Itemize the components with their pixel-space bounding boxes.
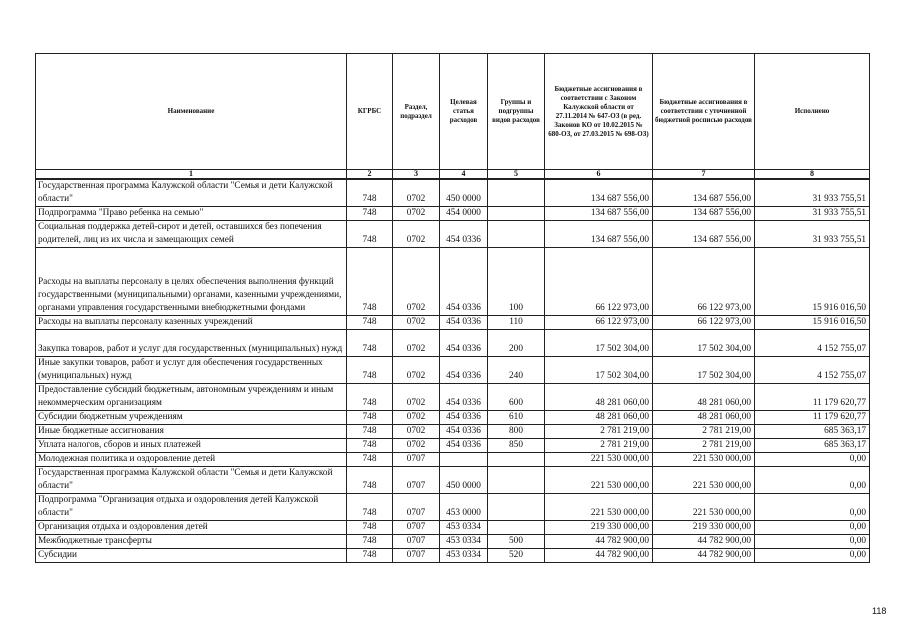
row-executed-amount: 4 152 755,07	[755, 357, 870, 384]
header-name: Наименование	[36, 54, 347, 170]
table-row	[36, 248, 870, 316]
row-group: 110	[488, 316, 545, 330]
header-row	[36, 54, 870, 170]
row-name: Социальная поддержка детей-сирот и детей, оставшихся без попечения родителей, лиц из их числа и замещающих семей	[36, 221, 347, 248]
row-section: 0702	[393, 439, 440, 453]
row-section: 0707	[393, 521, 440, 535]
row-article: 454 0336	[440, 384, 488, 411]
header-kgrbs: КГРБС	[347, 54, 393, 170]
row-refined-amount: 17 502 304,00	[653, 330, 755, 357]
row-group: 600	[488, 384, 545, 411]
table-row	[36, 535, 870, 549]
header-executed: Исполнено	[755, 54, 870, 170]
row-refined-amount: 44 782 900,00	[653, 535, 755, 549]
row-name: Закупка товаров, работ и услуг для государственных (муниципальных) нужд	[36, 330, 347, 357]
table-row	[36, 549, 870, 563]
row-refined-amount: 221 530 000,00	[653, 494, 755, 521]
row-law-amount: 2 781 219,00	[545, 425, 653, 439]
column-number: 7	[653, 170, 755, 180]
row-section: 0702	[393, 248, 440, 316]
row-executed-amount: 0,00	[755, 494, 870, 521]
header-article: Целевая статья расходов	[440, 54, 488, 170]
page-number: 118	[872, 606, 887, 616]
row-kgrbs: 748	[347, 425, 393, 439]
row-group: 610	[488, 411, 545, 425]
row-kgrbs: 748	[347, 179, 393, 207]
row-refined-amount: 17 502 304,00	[653, 357, 755, 384]
header-law-allocations: Бюджетные ассигнования в соответствии с Законом Калужской области от 27.11.2014 № 647-ОЗ (в ред. Законов КО от 10.02.2015 № 680-ОЗ, от 27.03.2015 № 698-ОЗ)	[545, 54, 653, 170]
row-article: 453 0334	[440, 535, 488, 549]
row-group	[488, 221, 545, 248]
row-refined-amount: 221 530 000,00	[653, 453, 755, 467]
row-executed-amount: 0,00	[755, 535, 870, 549]
table-row	[36, 357, 870, 384]
row-refined-amount: 221 530 000,00	[653, 467, 755, 494]
row-section: 0702	[393, 207, 440, 221]
row-law-amount: 221 530 000,00	[545, 467, 653, 494]
row-section: 0702	[393, 316, 440, 330]
row-kgrbs: 748	[347, 248, 393, 316]
row-section: 0702	[393, 384, 440, 411]
row-group	[488, 494, 545, 521]
row-name: Иные закупки товаров, работ и услуг для обеспечения государственных (муниципальных) нужд	[36, 357, 347, 384]
row-article: 454 0000	[440, 207, 488, 221]
row-kgrbs: 748	[347, 207, 393, 221]
row-refined-amount: 2 781 219,00	[653, 425, 755, 439]
row-kgrbs: 748	[347, 357, 393, 384]
table-row	[36, 453, 870, 467]
row-article: 453 0334	[440, 521, 488, 535]
row-law-amount: 17 502 304,00	[545, 330, 653, 357]
row-section: 0702	[393, 221, 440, 248]
row-executed-amount: 15 916 016,50	[755, 316, 870, 330]
row-law-amount: 17 502 304,00	[545, 357, 653, 384]
row-refined-amount: 134 687 556,00	[653, 179, 755, 207]
row-law-amount: 134 687 556,00	[545, 179, 653, 207]
row-executed-amount: 0,00	[755, 521, 870, 535]
row-refined-amount: 2 781 219,00	[653, 439, 755, 453]
row-name: Подпрограмма "Право ребенка на семью"	[36, 207, 347, 221]
column-number-row	[36, 170, 870, 180]
row-executed-amount: 0,00	[755, 467, 870, 494]
column-number: 2	[347, 170, 393, 180]
row-section: 0702	[393, 357, 440, 384]
row-article: 454 0336	[440, 316, 488, 330]
column-number: 6	[545, 170, 653, 180]
row-group: 200	[488, 330, 545, 357]
table-row	[36, 425, 870, 439]
row-group	[488, 521, 545, 535]
row-executed-amount: 31 933 755,51	[755, 207, 870, 221]
row-kgrbs: 748	[347, 384, 393, 411]
column-number: 5	[488, 170, 545, 180]
row-article: 454 0336	[440, 221, 488, 248]
table-row	[36, 439, 870, 453]
row-executed-amount: 0,00	[755, 453, 870, 467]
row-group	[488, 467, 545, 494]
row-article	[440, 453, 488, 467]
row-executed-amount: 4 152 755,07	[755, 330, 870, 357]
header-refined-allocations: Бюджетные ассигнования в соответствии с уточненной бюджетной росписью расходов	[653, 54, 755, 170]
row-law-amount: 48 281 060,00	[545, 384, 653, 411]
row-kgrbs: 748	[347, 453, 393, 467]
row-executed-amount: 685 363,17	[755, 425, 870, 439]
row-name: Молодежная политика и оздоровление детей	[36, 453, 347, 467]
row-refined-amount: 134 687 556,00	[653, 207, 755, 221]
row-section: 0702	[393, 330, 440, 357]
row-section: 0702	[393, 411, 440, 425]
row-name: Предоставление субсидий бюджетным, автономным учреждениям и иным некоммерческим организациям	[36, 384, 347, 411]
row-section: 0702	[393, 425, 440, 439]
row-executed-amount: 0,00	[755, 549, 870, 563]
column-number: 1	[36, 170, 347, 180]
row-name: Межбюджетные трансферты	[36, 535, 347, 549]
row-group	[488, 179, 545, 207]
row-article: 454 0336	[440, 357, 488, 384]
table-row	[36, 384, 870, 411]
row-law-amount: 66 122 973,00	[545, 248, 653, 316]
row-name: Расходы на выплаты персоналу в целях обеспечения выполнения функций государственными (муниципальными) органами, казенными учреждениями, органами управления государственными внебюджетными фондами	[36, 248, 347, 316]
table-row	[36, 521, 870, 535]
row-kgrbs: 748	[347, 535, 393, 549]
row-executed-amount: 31 933 755,51	[755, 179, 870, 207]
row-article: 454 0336	[440, 411, 488, 425]
row-name: Субсидии	[36, 549, 347, 563]
row-law-amount: 48 281 060,00	[545, 411, 653, 425]
row-section: 0707	[393, 467, 440, 494]
table-row	[36, 330, 870, 357]
row-law-amount: 44 782 900,00	[545, 549, 653, 563]
row-refined-amount: 219 330 000,00	[653, 521, 755, 535]
header-group: Группы и подгруппы видов расходов	[488, 54, 545, 170]
row-kgrbs: 748	[347, 494, 393, 521]
row-group: 850	[488, 439, 545, 453]
row-group	[488, 207, 545, 221]
row-law-amount: 134 687 556,00	[545, 207, 653, 221]
column-number: 8	[755, 170, 870, 180]
row-name: Иные бюджетные ассигнования	[36, 425, 347, 439]
row-group: 500	[488, 535, 545, 549]
row-section: 0707	[393, 494, 440, 521]
row-article: 454 0336	[440, 330, 488, 357]
column-number: 4	[440, 170, 488, 180]
row-kgrbs: 748	[347, 549, 393, 563]
row-name: Организация отдыха и оздоровления детей	[36, 521, 347, 535]
row-law-amount: 134 687 556,00	[545, 221, 653, 248]
row-group: 240	[488, 357, 545, 384]
row-kgrbs: 748	[347, 221, 393, 248]
table-row	[36, 207, 870, 221]
table-row	[36, 316, 870, 330]
row-law-amount: 2 781 219,00	[545, 439, 653, 453]
row-section: 0707	[393, 535, 440, 549]
row-group: 100	[488, 248, 545, 316]
row-refined-amount: 134 687 556,00	[653, 221, 755, 248]
row-name: Государственная программа Калужской области "Семья и дети Калужской области"	[36, 179, 347, 207]
row-kgrbs: 748	[347, 316, 393, 330]
header-section: Раздел, подраздел	[393, 54, 440, 170]
row-law-amount: 219 330 000,00	[545, 521, 653, 535]
row-executed-amount: 31 933 755,51	[755, 221, 870, 248]
row-article: 454 0336	[440, 248, 488, 316]
row-law-amount: 221 530 000,00	[545, 494, 653, 521]
row-name: Расходы на выплаты персоналу казенных учреждений	[36, 316, 347, 330]
row-section: 0707	[393, 549, 440, 563]
row-kgrbs: 748	[347, 521, 393, 535]
row-name: Субсидии бюджетным учреждениям	[36, 411, 347, 425]
row-kgrbs: 748	[347, 467, 393, 494]
row-article: 453 0334	[440, 549, 488, 563]
column-number: 3	[393, 170, 440, 180]
row-executed-amount: 11 179 620,77	[755, 384, 870, 411]
row-executed-amount: 685 363,17	[755, 439, 870, 453]
row-section: 0702	[393, 179, 440, 207]
row-kgrbs: 748	[347, 411, 393, 425]
table-row	[36, 179, 870, 207]
row-section: 0707	[393, 453, 440, 467]
row-group: 520	[488, 549, 545, 563]
table-row	[36, 467, 870, 494]
row-refined-amount: 66 122 973,00	[653, 316, 755, 330]
row-refined-amount: 66 122 973,00	[653, 248, 755, 316]
table-row	[36, 494, 870, 521]
table-row	[36, 221, 870, 248]
row-name: Государственная программа Калужской области "Семья и дети Калужской области"	[36, 467, 347, 494]
table-row	[36, 411, 870, 425]
row-kgrbs: 748	[347, 330, 393, 357]
row-law-amount: 221 530 000,00	[545, 453, 653, 467]
row-executed-amount: 11 179 620,77	[755, 411, 870, 425]
row-kgrbs: 748	[347, 439, 393, 453]
row-article: 450 0000	[440, 467, 488, 494]
row-refined-amount: 48 281 060,00	[653, 384, 755, 411]
row-executed-amount: 15 916 016,50	[755, 248, 870, 316]
row-law-amount: 66 122 973,00	[545, 316, 653, 330]
row-group: 800	[488, 425, 545, 439]
row-article: 454 0336	[440, 425, 488, 439]
row-article: 454 0336	[440, 439, 488, 453]
row-name: Уплата налогов, сборов и иных платежей	[36, 439, 347, 453]
row-refined-amount: 44 782 900,00	[653, 549, 755, 563]
row-article: 453 0000	[440, 494, 488, 521]
row-article: 450 0000	[440, 179, 488, 207]
row-law-amount: 44 782 900,00	[545, 535, 653, 549]
row-refined-amount: 48 281 060,00	[653, 411, 755, 425]
row-group	[488, 453, 545, 467]
budget-execution-table	[35, 53, 870, 563]
row-name: Подпрограмма "Организация отдыха и оздоровления детей Калужской области"	[36, 494, 347, 521]
